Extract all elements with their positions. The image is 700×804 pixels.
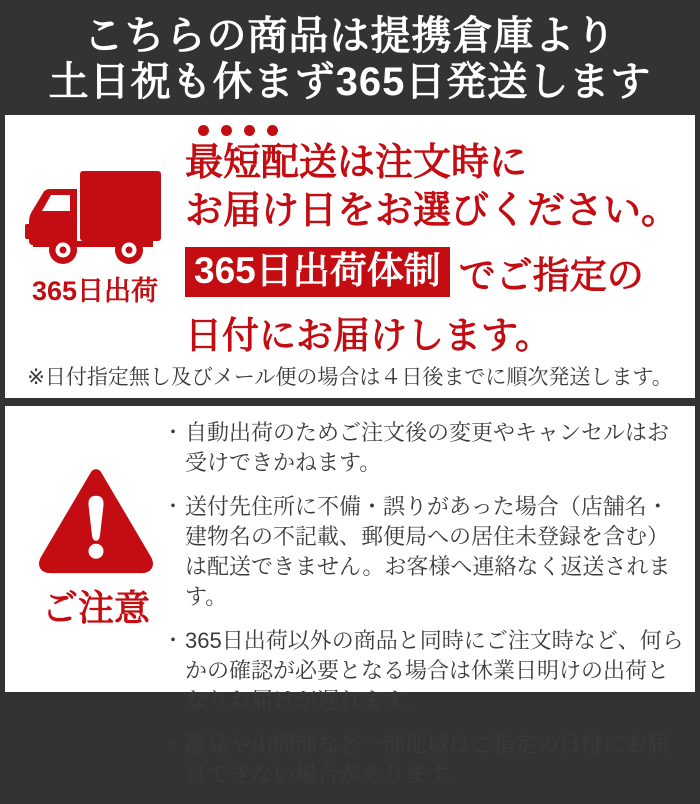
top-banner [0, 0, 700, 115]
delivery-truck-icon [25, 167, 165, 267]
emphasis-dot [267, 125, 278, 136]
banner-line-2: 土日祝も休まず365日発送します [48, 60, 652, 104]
caution-item-text: 365日出荷以外の商品と同時にご注文時など、何らかの確認が必要となる場合は休業日明けの出荷となりお届けが遅れます。 [185, 628, 684, 713]
shipping-content [185, 125, 679, 359]
warning-triangle-icon [37, 468, 155, 572]
caution-item [163, 626, 687, 716]
truck-label: 365日出荷 [31, 276, 159, 306]
highlight-365-badge: 365日出荷体制 [185, 247, 450, 298]
emphasis-dots [198, 125, 679, 136]
delivery-line-1 [185, 245, 679, 299]
caution-item-text: 送付先住所に不備・誤りがあった場合（店舗名・建物名の不記載、郵便局への居住未登録を含む）は配送できません。お客様へ連絡なく返送されます。 [185, 494, 671, 609]
caution-icon-block [27, 468, 165, 631]
delivery-text-after-highlight: でご指定の [458, 255, 644, 296]
caution-item-text: 離島や山間部など一部地域はご指定の日付にお届けできない場合があります。 [185, 732, 670, 787]
delivery-line-2: 日付にお届けします。 [185, 315, 553, 356]
banner-line-1: こちらの商品は提携倉庫より [83, 14, 617, 58]
caution-item-text: 自動出荷のためご注文後の変更やキャンセルはお受けできかねます。 [185, 420, 670, 475]
truck-block [15, 167, 175, 308]
bullet-glyph: ・ [163, 496, 183, 518]
emphasis-dot [221, 125, 232, 136]
caution-panel [5, 406, 695, 787]
caution-item [163, 730, 687, 790]
caution-item [163, 418, 687, 478]
caution-item [163, 492, 687, 612]
bullet-glyph: ・ [163, 734, 183, 756]
emphasis-dot [198, 125, 209, 136]
emphasis-dot [244, 125, 255, 136]
caution-label: ご注意 [41, 587, 150, 628]
shipping-panel [5, 115, 695, 398]
bullet-glyph: ・ [163, 422, 183, 444]
caution-list [163, 418, 687, 804]
shipping-note: ※日付指定無し及びメール便の場合は４日後までに順次発送します。 [27, 366, 673, 389]
bullet-glyph: ・ [163, 630, 183, 652]
shipping-headline-2: お届け日をお選びください。 [185, 190, 680, 232]
panel-divider [0, 398, 700, 406]
shipping-headline-1: 最短配送は注文時に [185, 142, 528, 184]
